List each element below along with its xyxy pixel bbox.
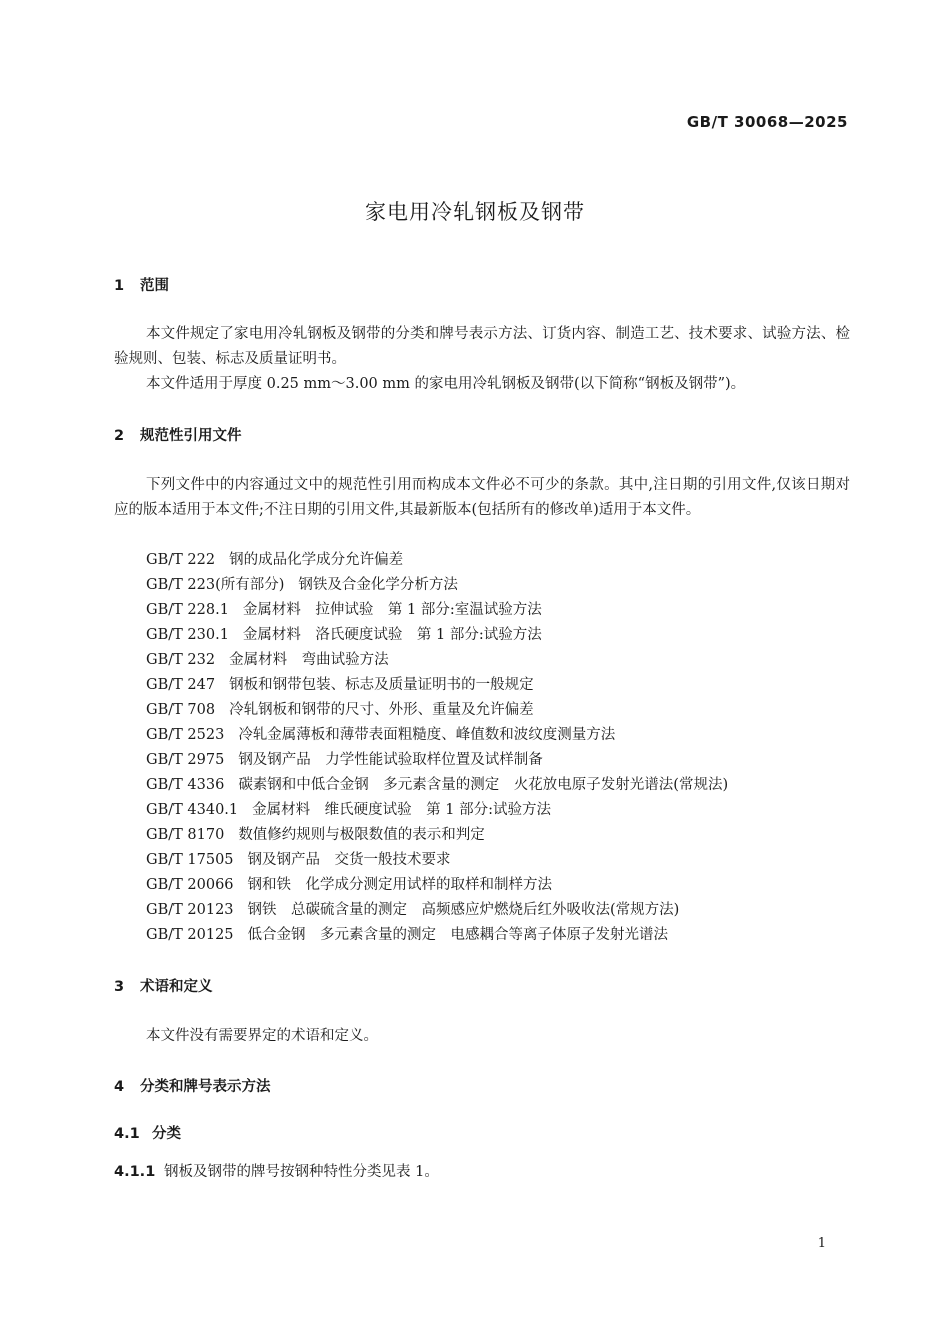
section-title: 分类和牌号表示方法 [140, 1079, 271, 1095]
section-1-heading [114, 276, 169, 296]
section-2-heading [114, 426, 242, 446]
reference-title: 金属材料 拉伸试验 第 1 部分:室温试验方法 [242, 602, 542, 618]
reference-title: 金属材料 弯曲试验方法 [229, 652, 389, 668]
reference-item [146, 648, 728, 673]
reference-code: GB/T 708 [146, 702, 216, 718]
reference-title: 钢板和钢带包装、标志及质量证明书的一般规定 [229, 677, 534, 693]
reference-code: GB/T 20066 [146, 877, 234, 893]
reference-item [146, 873, 728, 898]
reference-title: 钢和铁 化学成分测定用试样的取样和制样方法 [247, 877, 553, 893]
reference-title: 钢的成品化学成分允许偏差 [229, 552, 404, 568]
reference-title: 冷轧金属薄板和薄带表面粗糙度、峰值数和波纹度测量方法 [238, 727, 616, 743]
document-title: 家电用冷轧钢板及钢带 [365, 200, 585, 224]
reference-code: GB/T 230.1 [146, 627, 229, 643]
reference-item [146, 848, 728, 873]
reference-code: GB/T 222 [146, 552, 216, 568]
terms-paragraph: 本文件没有需要界定的术语和定义。 [146, 1028, 378, 1044]
reference-code: GB/T 232 [146, 652, 216, 668]
section-title: 规范性引用文件 [140, 428, 242, 444]
reference-item [146, 798, 728, 823]
clause-number: 4.1.1 [114, 1164, 156, 1180]
subsection-title: 分类 [152, 1126, 181, 1142]
reference-code: GB/T 20125 [146, 927, 234, 943]
section-title: 术语和定义 [140, 979, 213, 995]
section-number: 3 [114, 979, 125, 995]
subsection-4-1-heading [114, 1124, 181, 1144]
reference-item [146, 823, 728, 848]
reference-item [146, 548, 728, 573]
reference-code: GB/T 17505 [146, 852, 234, 868]
reference-title: 碳素钢和中低合金钢 多元素含量的测定 火花放电原子发射光谱法(常规法) [238, 777, 729, 793]
reference-code: GB/T 2975 [146, 752, 225, 768]
reference-title: 钢及钢产品 交货一般技术要求 [247, 852, 451, 868]
reference-title: 金属材料 洛氏硬度试验 第 1 部分:试验方法 [242, 627, 542, 643]
reference-item [146, 573, 728, 598]
reference-item [146, 698, 728, 723]
reference-title: 钢铁及合金化学分析方法 [298, 577, 458, 593]
document-code: GB/T 30068—2025 [686, 113, 848, 131]
reference-code: GB/T 247 [146, 677, 216, 693]
clause-text: 钢板及钢带的牌号按钢种特性分类见表 1。 [164, 1164, 439, 1180]
reference-item [146, 898, 728, 923]
reference-code: GB/T 2523 [146, 727, 225, 743]
reference-title: 钢及钢产品 力学性能试验取样位置及试样制备 [238, 752, 543, 768]
section-number: 1 [114, 278, 125, 294]
reference-code: GB/T 4336 [146, 777, 225, 793]
section-title: 范围 [140, 278, 169, 294]
reference-title: 数值修约规则与极限数值的表示和判定 [238, 827, 485, 843]
reference-code: GB/T 20123 [146, 902, 234, 918]
reference-title: 金属材料 维氏硬度试验 第 1 部分:试验方法 [252, 802, 551, 818]
section-3-heading [114, 977, 213, 997]
references-intro: 下列文件中的内容通过文中的规范性引用而构成本文件必不可少的条款。其中,注日期的引用文件,仅该日期对应的版本适用于本文件;不注日期的引用文件,其最新版本(包括所有的修改单)适用于本文件。 [114, 477, 850, 518]
reference-code: GB/T 228.1 [146, 602, 229, 618]
reference-title: 冷轧钢板和钢带的尺寸、外形、重量及允许偏差 [229, 702, 534, 718]
reference-item [146, 923, 728, 948]
reference-item [146, 773, 728, 798]
reference-code: GB/T 223(所有部分) [146, 577, 285, 593]
clause-4-1-1 [114, 1160, 439, 1185]
reference-title: 钢铁 总碳硫含量的测定 高频感应炉燃烧后红外吸收法(常规方法) [247, 902, 680, 918]
reference-list [146, 548, 728, 948]
reference-item [146, 673, 728, 698]
reference-item [146, 723, 728, 748]
page-number: 1 [817, 1236, 826, 1251]
reference-item [146, 598, 728, 623]
section-4-heading [114, 1077, 271, 1097]
reference-code: GB/T 8170 [146, 827, 225, 843]
section-number: 2 [114, 428, 125, 444]
reference-code: GB/T 4340.1 [146, 802, 239, 818]
section-number: 4 [114, 1079, 125, 1095]
scope-paragraph-1: 本文件规定了家电用冷轧钢板及钢带的分类和牌号表示方法、订货内容、制造工艺、技术要求、试验方法、检验规则、包装、标志及质量证明书。 [114, 326, 850, 367]
scope-paragraph-2: 本文件适用于厚度 0.25 mm～3.00 mm 的家电用冷轧钢板及钢带(以下简称“钢板及钢带”)。 [146, 376, 746, 392]
reference-item [146, 623, 728, 648]
reference-item [146, 748, 728, 773]
reference-title: 低合金钢 多元素含量的测定 电感耦合等离子体原子发射光谱法 [247, 927, 669, 943]
subsection-number: 4.1 [114, 1126, 140, 1142]
